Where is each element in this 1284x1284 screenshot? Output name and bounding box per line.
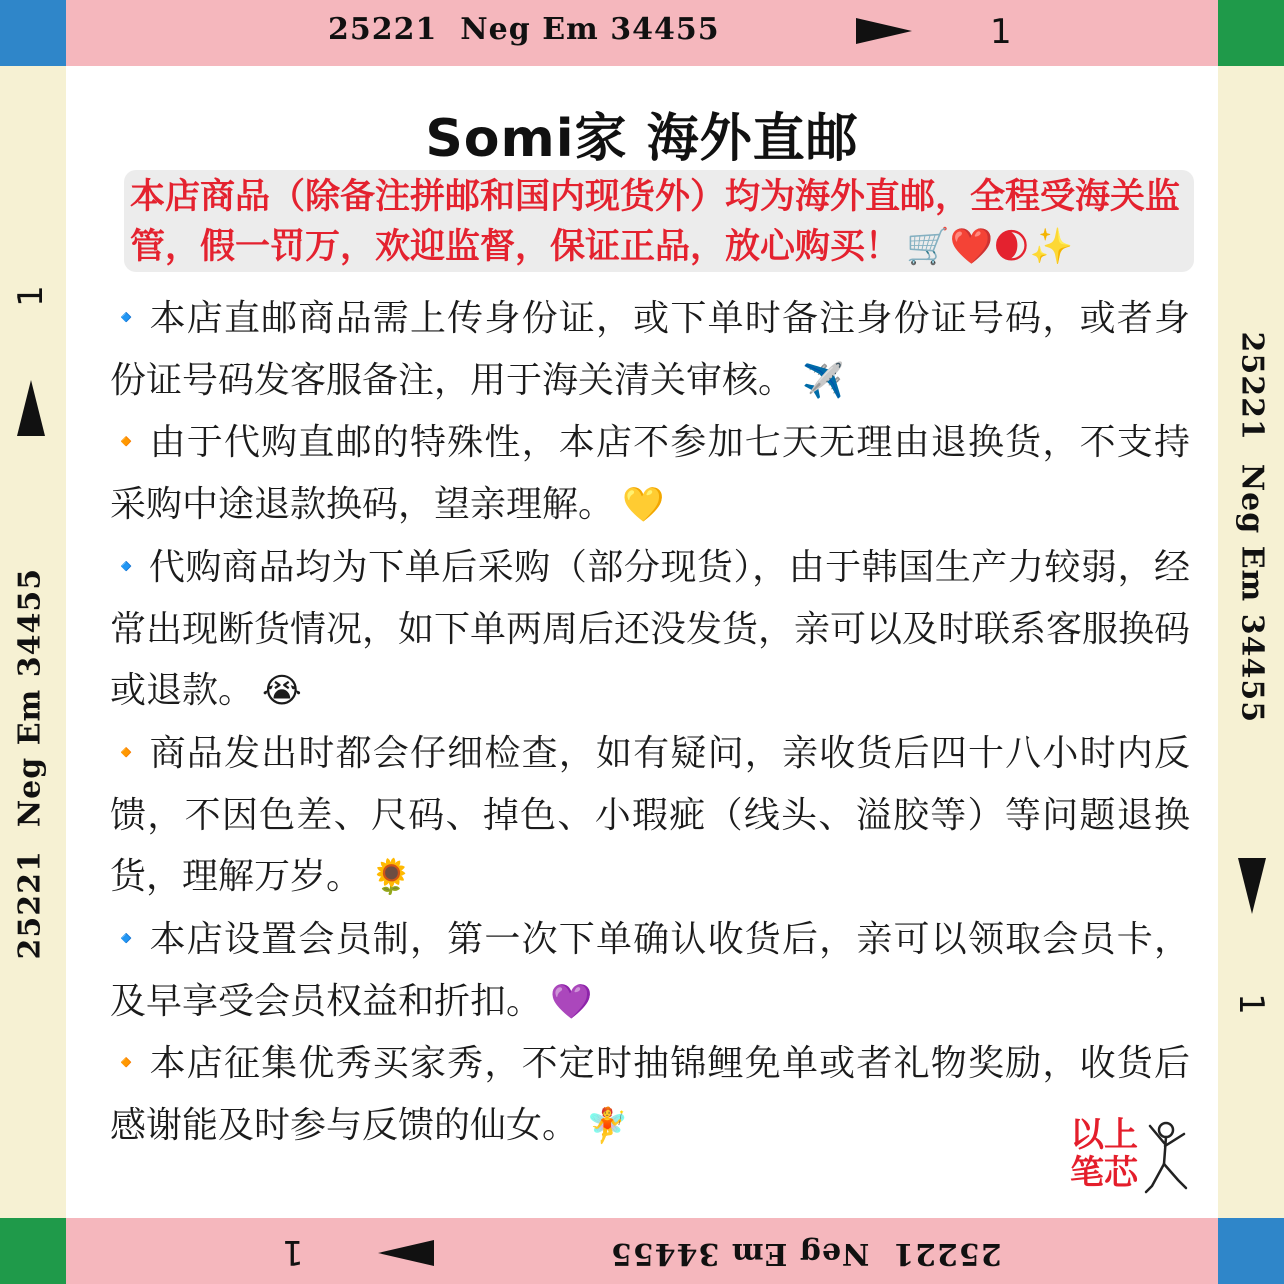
policy-list bbox=[110, 288, 1190, 1158]
stamp-text: 以上笔芯 bbox=[1070, 1115, 1138, 1193]
triangle-arrow-icon bbox=[1238, 858, 1266, 914]
list-item bbox=[110, 288, 1190, 412]
frame-code-bottom: 25221 Neg Em 34455 bbox=[610, 1236, 1002, 1271]
notice-text: 本店商品（除备注拼邮和国内现货外）均为海外直邮，全程受海关监管，假一罚万，欢迎监督，保证正品，放心购买！ bbox=[130, 177, 1181, 267]
list-item bbox=[110, 412, 1190, 536]
triangle-arrow-icon bbox=[17, 380, 45, 436]
list-item-text: 本店直邮商品需上传身份证，或下单时备注身份证号码，或者身份证号码发客服备注，用于海关清关审核。 bbox=[110, 298, 1190, 401]
corner-green-top-right bbox=[1218, 0, 1284, 66]
triangle-arrow-icon bbox=[378, 1240, 434, 1266]
corner-blue-top-left bbox=[0, 0, 66, 66]
purple-heart-icon: 💜 bbox=[550, 981, 593, 1022]
frame-number-left: 1 bbox=[10, 285, 51, 307]
list-item bbox=[110, 909, 1190, 1033]
airplane-icon: ✈️ bbox=[802, 360, 845, 401]
blue-diamond-icon: 🔹 bbox=[110, 551, 143, 582]
list-item bbox=[110, 723, 1190, 909]
frame-number-right: 1 bbox=[1230, 993, 1271, 1015]
fairy-icon: 🧚 bbox=[586, 1106, 629, 1147]
dancing-figure-icon bbox=[1142, 1116, 1190, 1200]
blue-diamond-icon: 🔹 bbox=[110, 303, 144, 333]
blue-diamond-icon: 🔹 bbox=[110, 924, 144, 955]
corner-blue-bottom-right bbox=[1218, 1218, 1284, 1284]
frame-code-top: 25221 Neg Em 34455 bbox=[328, 12, 720, 47]
notice-banner bbox=[124, 170, 1194, 272]
list-item-text: 本店设置会员制，第一次下单确认收货后，亲可以领取会员卡，及早享受会员权益和折扣。 bbox=[110, 919, 1190, 1022]
list-item bbox=[110, 1033, 1190, 1157]
signature-stamp bbox=[1070, 1116, 1190, 1200]
notice-emoji-icon: 🛒❤️🌒✨ bbox=[906, 227, 1074, 267]
list-item bbox=[110, 537, 1190, 723]
orange-diamond-icon: 🔸 bbox=[110, 1048, 144, 1079]
page-title: Somi家 海外直邮 bbox=[425, 109, 859, 169]
triangle-arrow-icon bbox=[856, 18, 912, 44]
list-item-text: 本店征集优秀买家秀，不定时抽锦鲤免单或者礼物奖励，收货后感谢能及时参与反馈的仙女。 bbox=[110, 1043, 1190, 1147]
frame-number-top: 1 bbox=[990, 12, 1012, 52]
orange-diamond-icon: 🔸 bbox=[110, 737, 144, 768]
crying-face-icon: 😭 bbox=[262, 671, 302, 712]
list-item-text: 代购商品均为下单后采购（部分现货），由于韩国生产力较弱，经常出现断货情况，如下单两周后还没发货，亲可以及时联系客服换码或退款。 bbox=[110, 546, 1191, 712]
orange-diamond-icon: 🔸 bbox=[110, 427, 144, 458]
frame-code-right: 25221 Neg Em 34455 bbox=[1234, 331, 1270, 724]
sunflower-icon: 🌻 bbox=[370, 857, 413, 898]
frame-code-left: 25221 Neg Em 34455 bbox=[12, 567, 48, 960]
list-item-text: 由于代购直邮的特殊性，本店不参加七天无理由退换货，不支持采购中途退款换码，望亲理解。 bbox=[110, 422, 1190, 526]
corner-green-bottom-left bbox=[0, 1218, 66, 1284]
yellow-heart-icon: 💛 bbox=[622, 485, 665, 526]
frame-number-bottom: 1 bbox=[282, 1232, 304, 1272]
list-item-text: 商品发出时都会仔细检查，如有疑问，亲收货后四十八小时内反馈，不因色差、尺码、掉色、小瑕疵（线头、溢胶等）等问题退换货，理解万岁。 bbox=[110, 732, 1190, 898]
